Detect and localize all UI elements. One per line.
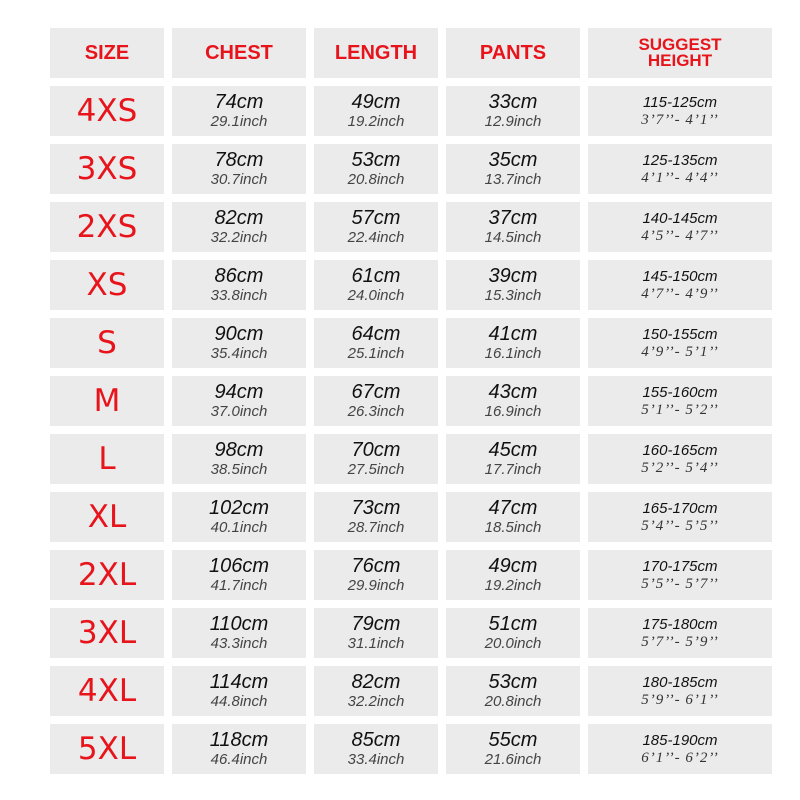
chest-cell <box>172 724 306 774</box>
chest-cell <box>172 376 306 426</box>
chest-inch-value: 46.4inch <box>210 751 268 768</box>
chest-inch-value: 29.1inch <box>210 113 268 130</box>
pants-inch-value: 17.7inch <box>484 461 542 478</box>
row-spacer <box>50 484 772 492</box>
chest-cell <box>172 492 306 542</box>
row-spacer <box>50 194 772 202</box>
pants-inch-value: 19.2inch <box>484 577 542 594</box>
length-inch-value: 20.8inch <box>347 171 405 188</box>
length-inch-value: 25.1inch <box>347 345 405 362</box>
header-size <box>50 28 164 78</box>
length-cm-value: 53cm <box>351 149 401 171</box>
pants-cell <box>446 376 580 426</box>
height-cm-value: 155-160cm <box>642 384 718 401</box>
length-inch-value: 26.3inch <box>347 403 405 420</box>
height-ft-value: 5’9’’- 6’1’’ <box>641 692 719 708</box>
length-cm-value: 73cm <box>351 497 401 519</box>
pants-cm-value: 51cm <box>488 613 538 635</box>
size-label: S <box>97 325 117 361</box>
pants-cm-value: 37cm <box>488 207 538 229</box>
height-cm-value: 175-180cm <box>642 616 718 633</box>
size-cell <box>50 492 164 542</box>
pants-cell <box>446 144 580 194</box>
size-chart-table <box>50 28 772 774</box>
length-cell <box>314 434 438 484</box>
chest-inch-value: 30.7inch <box>210 171 268 188</box>
chest-cell <box>172 202 306 252</box>
size-label: 4XS <box>76 93 138 129</box>
height-cm-value: 150-155cm <box>642 326 718 343</box>
row-spacer <box>50 542 772 550</box>
chest-inch-value: 35.4inch <box>210 345 268 362</box>
size-cell <box>50 666 164 716</box>
header-length <box>314 28 438 78</box>
row-spacer <box>50 368 772 376</box>
chest-inch-value: 43.3inch <box>210 635 268 652</box>
chest-cell <box>172 86 306 136</box>
chest-cm-value: 94cm <box>214 381 264 403</box>
height-cell <box>588 202 772 252</box>
length-inch-value: 32.2inch <box>347 693 405 710</box>
height-cell <box>588 666 772 716</box>
height-ft-value: 5’1’’- 5’2’’ <box>641 402 719 418</box>
chest-cell <box>172 144 306 194</box>
height-cell <box>588 550 772 600</box>
height-ft-value: 3’7’’- 4’1’’ <box>641 112 719 128</box>
height-ft-value: 6’1’’- 6’2’’ <box>641 750 719 766</box>
length-cm-value: 57cm <box>351 207 401 229</box>
pants-cm-value: 45cm <box>488 439 538 461</box>
height-cm-value: 165-170cm <box>642 500 718 517</box>
height-ft-value: 4’9’’- 5’1’’ <box>641 344 719 360</box>
pants-cm-value: 33cm <box>488 91 538 113</box>
header-chest <box>172 28 306 78</box>
height-ft-value: 5’4’’- 5’5’’ <box>641 518 719 534</box>
length-cell <box>314 376 438 426</box>
length-cm-value: 61cm <box>351 265 401 287</box>
height-ft-value: 4’7’’- 4’9’’ <box>641 286 719 302</box>
height-cm-value: 145-150cm <box>642 268 718 285</box>
chest-cm-value: 106cm <box>208 555 270 577</box>
size-cell <box>50 550 164 600</box>
size-cell <box>50 434 164 484</box>
chest-inch-value: 32.2inch <box>210 229 268 246</box>
header-pants <box>446 28 580 78</box>
pants-inch-value: 20.8inch <box>484 693 542 710</box>
pants-inch-value: 13.7inch <box>484 171 542 188</box>
pants-cell <box>446 202 580 252</box>
height-cell <box>588 376 772 426</box>
length-inch-value: 31.1inch <box>347 635 405 652</box>
row-spacer <box>50 426 772 434</box>
chest-cell <box>172 666 306 716</box>
chest-inch-value: 40.1inch <box>210 519 268 536</box>
pants-cell <box>446 608 580 658</box>
size-cell <box>50 724 164 774</box>
pants-cm-value: 43cm <box>488 381 538 403</box>
height-cell <box>588 318 772 368</box>
length-cm-value: 49cm <box>351 91 401 113</box>
length-cell <box>314 260 438 310</box>
pants-inch-value: 12.9inch <box>484 113 542 130</box>
row-spacer <box>50 716 772 724</box>
height-ft-value: 5’5’’- 5’7’’ <box>641 576 719 592</box>
height-cm-value: 125-135cm <box>642 152 718 169</box>
height-ft-value: 5’7’’- 5’9’’ <box>641 634 719 650</box>
pants-cm-value: 35cm <box>488 149 538 171</box>
size-label: 3XS <box>76 151 138 187</box>
row-spacer <box>50 310 772 318</box>
size-label: M <box>93 383 121 419</box>
length-inch-value: 28.7inch <box>347 519 405 536</box>
header-size-label: SIZE <box>84 41 130 64</box>
chest-cell <box>172 434 306 484</box>
length-cm-value: 82cm <box>351 671 401 693</box>
pants-cell <box>446 260 580 310</box>
height-cell <box>588 608 772 658</box>
header-chest-label: CHEST <box>205 41 273 64</box>
row-spacer <box>50 136 772 144</box>
row-spacer <box>50 78 772 86</box>
row-spacer <box>50 252 772 260</box>
length-cell <box>314 86 438 136</box>
length-cell <box>314 666 438 716</box>
length-cm-value: 79cm <box>351 613 401 635</box>
pants-cm-value: 55cm <box>488 729 538 751</box>
chest-cm-value: 118cm <box>209 729 269 751</box>
size-label: XS <box>86 267 128 303</box>
chest-cm-value: 78cm <box>214 149 264 171</box>
height-cm-value: 180-185cm <box>642 674 718 691</box>
length-inch-value: 29.9inch <box>347 577 405 594</box>
row-spacer <box>50 600 772 608</box>
height-cm-value: 185-190cm <box>642 732 718 749</box>
chest-inch-value: 37.0inch <box>210 403 268 420</box>
pants-cm-value: 53cm <box>488 671 538 693</box>
length-cell <box>314 318 438 368</box>
row-spacer <box>50 658 772 666</box>
length-cell <box>314 608 438 658</box>
chest-cm-value: 110cm <box>209 613 269 635</box>
height-cell <box>588 434 772 484</box>
pants-cell <box>446 86 580 136</box>
height-ft-value: 4’1’’- 4’4’’ <box>641 170 719 186</box>
height-cell <box>588 724 772 774</box>
length-inch-value: 24.0inch <box>347 287 405 304</box>
size-label: 4XL <box>77 673 137 709</box>
chest-inch-value: 38.5inch <box>210 461 268 478</box>
pants-cell <box>446 666 580 716</box>
pants-cm-value: 39cm <box>488 265 538 287</box>
pants-cell <box>446 550 580 600</box>
height-cm-value: 160-165cm <box>642 442 718 459</box>
size-cell <box>50 376 164 426</box>
size-label: 2XL <box>77 557 137 593</box>
length-inch-value: 19.2inch <box>347 113 405 130</box>
size-label: 3XL <box>77 615 137 651</box>
height-cell <box>588 144 772 194</box>
height-cell <box>588 86 772 136</box>
length-cm-value: 67cm <box>351 381 401 403</box>
pants-cell <box>446 318 580 368</box>
size-cell <box>50 202 164 252</box>
chest-cm-value: 74cm <box>214 91 264 113</box>
size-cell <box>50 318 164 368</box>
pants-cm-value: 49cm <box>488 555 538 577</box>
height-ft-value: 4’5’’- 4’7’’ <box>641 228 719 244</box>
size-label: 2XS <box>76 209 138 245</box>
pants-inch-value: 20.0inch <box>484 635 542 652</box>
length-cell <box>314 144 438 194</box>
height-cm-value: 115-125cm <box>643 94 717 111</box>
chest-cm-value: 114cm <box>209 671 269 693</box>
length-cell <box>314 550 438 600</box>
chest-inch-value: 44.8inch <box>210 693 268 710</box>
length-inch-value: 33.4inch <box>347 751 405 768</box>
chest-inch-value: 41.7inch <box>210 577 268 594</box>
chest-inch-value: 33.8inch <box>210 287 268 304</box>
height-ft-value: 5’2’’- 5’4’’ <box>641 460 719 476</box>
chest-cm-value: 90cm <box>214 323 264 345</box>
chest-cell <box>172 260 306 310</box>
pants-cell <box>446 724 580 774</box>
size-label: L <box>98 441 116 477</box>
size-label: 5XL <box>77 731 137 767</box>
pants-inch-value: 16.1inch <box>484 345 542 362</box>
height-cell <box>588 492 772 542</box>
chest-cm-value: 102cm <box>208 497 270 519</box>
size-label: XL <box>87 499 127 535</box>
chest-cm-value: 82cm <box>214 207 264 229</box>
height-cm-value: 140-145cm <box>642 210 718 227</box>
chest-cm-value: 98cm <box>214 439 264 461</box>
height-cell <box>588 260 772 310</box>
pants-inch-value: 18.5inch <box>484 519 542 536</box>
header-length-label: LENGTH <box>334 41 418 64</box>
chest-cm-value: 86cm <box>214 265 264 287</box>
pants-cell <box>446 434 580 484</box>
length-cell <box>314 202 438 252</box>
header-height-line1: SUGGEST <box>638 35 722 54</box>
header-suggest-height <box>588 28 772 78</box>
length-cell <box>314 724 438 774</box>
header-height-line2: HEIGHT <box>647 51 713 70</box>
length-cm-value: 76cm <box>351 555 401 577</box>
chest-cell <box>172 318 306 368</box>
header-pants-label: PANTS <box>479 41 547 64</box>
pants-inch-value: 21.6inch <box>484 751 542 768</box>
pants-inch-value: 16.9inch <box>484 403 542 420</box>
pants-inch-value: 14.5inch <box>484 229 542 246</box>
size-cell <box>50 86 164 136</box>
length-cm-value: 64cm <box>351 323 401 345</box>
length-inch-value: 27.5inch <box>347 461 405 478</box>
length-cm-value: 85cm <box>351 729 401 751</box>
chest-cell <box>172 550 306 600</box>
length-cm-value: 70cm <box>351 439 401 461</box>
chest-cell <box>172 608 306 658</box>
size-cell <box>50 260 164 310</box>
pants-cm-value: 41cm <box>488 323 538 345</box>
height-cm-value: 170-175cm <box>642 558 718 575</box>
length-cell <box>314 492 438 542</box>
length-inch-value: 22.4inch <box>347 229 405 246</box>
size-cell <box>50 608 164 658</box>
pants-inch-value: 15.3inch <box>484 287 542 304</box>
pants-cm-value: 47cm <box>488 497 538 519</box>
pants-cell <box>446 492 580 542</box>
size-cell <box>50 144 164 194</box>
